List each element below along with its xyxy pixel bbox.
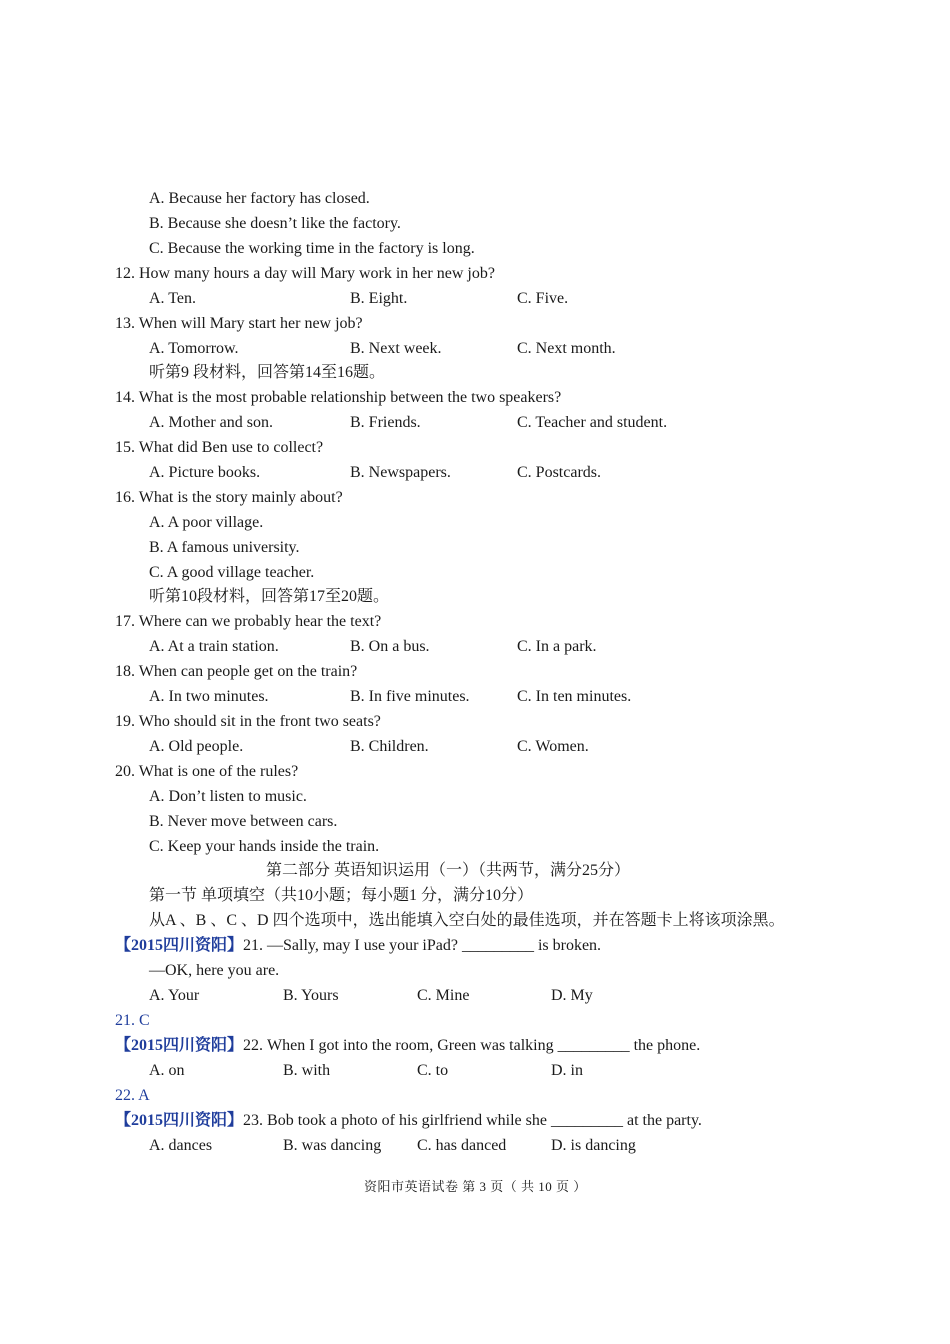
q18-option-b: B. In five minutes. [350, 688, 470, 705]
q21-option-a: A. Your [149, 987, 200, 1004]
q18-question: 18. When can people get on the train? [115, 663, 358, 680]
q22-question: 22. When I got into the room, Green was talking _________ the phone. [243, 1037, 701, 1054]
q14-question: 14. What is the most probable relationship between the two speakers? [115, 389, 562, 406]
q16-option-c: C. A good village teacher. [149, 564, 315, 581]
q22-option-a: A. on [149, 1062, 185, 1079]
q12-question: 12. How many hours a day will Mary work in her new job? [115, 265, 495, 282]
source-tag: 【2015四川资阳】 [115, 937, 244, 954]
q23-question: 23. Bob took a photo of his girlfriend while she _________ at the party. [243, 1112, 702, 1129]
q22-answer: 22. A [115, 1087, 150, 1104]
q21-question-line [115, 936, 601, 956]
page-footer: 资阳市英语试卷 第 3 页（ 共 10 页 ） [364, 1179, 587, 1194]
q13-option-c: C. Next month. [517, 340, 616, 357]
q22-question-line [115, 1036, 700, 1056]
q16-question: 16. What is the story mainly about? [115, 489, 343, 506]
q11-option-a: A. Because her factory has closed. [149, 190, 370, 207]
q14-option-c: C. Teacher and student. [517, 414, 668, 431]
q19-option-c: C. Women. [517, 738, 589, 755]
section1-instruction: 从A 、B 、C 、D 四个选项中，选出能填入空白处的最佳选项，并在答题卡上将该项涂黑。 [149, 912, 785, 929]
q13-question: 13. When will Mary start her new job? [115, 315, 363, 332]
q23-option-c: C. has danced [417, 1137, 507, 1154]
q12-option-a: A. Ten. [149, 290, 197, 307]
q22-option-b: B. with [283, 1062, 331, 1079]
section1-title: 第一节 单项填空（共10小题；每小题1 分，满分10分） [149, 887, 534, 904]
q22-option-c: C. to [417, 1062, 449, 1079]
q23-question-line [115, 1111, 702, 1131]
q15-option-c: C. Postcards. [517, 464, 601, 481]
q11-option-b: B. Because she doesn’t like the factory. [149, 215, 401, 232]
q23-option-b: B. was dancing [283, 1137, 382, 1154]
q21-option-b: B. Yours [283, 987, 339, 1004]
q15-option-b: B. Newspapers. [350, 464, 451, 481]
q12-option-c: C. Five. [517, 290, 569, 307]
q21-reply: —OK, here you are. [149, 962, 280, 979]
q20-question: 20. What is one of the rules? [115, 763, 299, 780]
q17-option-c: C. In a park. [517, 638, 597, 655]
q17-question: 17. Where can we probably hear the text? [115, 613, 382, 630]
q13-option-a: A. Tomorrow. [149, 340, 239, 357]
source-tag: 【2015四川资阳】 [115, 1037, 244, 1054]
part2-title: 第二部分 英语知识运用（一）（共两节，满分25分） [266, 862, 631, 879]
q12-option-b: B. Eight. [350, 290, 408, 307]
q21-option-c: C. Mine [417, 987, 470, 1004]
q19-question: 19. Who should sit in the front two seats? [115, 713, 381, 730]
q22-option-d: D. in [551, 1062, 583, 1079]
q14-option-a: A. Mother and son. [149, 414, 273, 431]
q18-option-c: C. In ten minutes. [517, 688, 632, 705]
section10-instruction: 听第10段材料，回答第17至20题。 [149, 588, 390, 605]
q20-option-b: B. Never move between cars. [149, 813, 338, 830]
q11-option-c: C. Because the working time in the factory is long. [149, 240, 475, 257]
q13-option-b: B. Next week. [350, 340, 442, 357]
q23-option-a: A. dances [149, 1137, 213, 1154]
q17-option-b: B. On a bus. [350, 638, 430, 655]
section9-instruction: 听第9 段材料，回答第14至16题。 [149, 364, 386, 381]
q18-option-a: A. In two minutes. [149, 688, 269, 705]
q19-option-a: A. Old people. [149, 738, 244, 755]
q16-option-a: A. A poor village. [149, 514, 264, 531]
q17-option-a: A. At a train station. [149, 638, 279, 655]
q15-option-a: A. Picture books. [149, 464, 261, 481]
source-tag: 【2015四川资阳】 [115, 1112, 244, 1129]
q16-option-b: B. A famous university. [149, 539, 300, 556]
q21-question: 21. —Sally, may I use your iPad? _________ is broken. [243, 937, 602, 954]
q23-option-d: D. is dancing [551, 1137, 636, 1154]
q20-option-a: A. Don’t listen to music. [149, 788, 307, 805]
q14-option-b: B. Friends. [350, 414, 421, 431]
q20-option-c: C. Keep your hands inside the train. [149, 838, 380, 855]
q21-answer: 21. C [115, 1012, 150, 1029]
q21-option-d: D. My [551, 987, 593, 1004]
q15-question: 15. What did Ben use to collect? [115, 439, 324, 456]
q19-option-b: B. Children. [350, 738, 429, 755]
